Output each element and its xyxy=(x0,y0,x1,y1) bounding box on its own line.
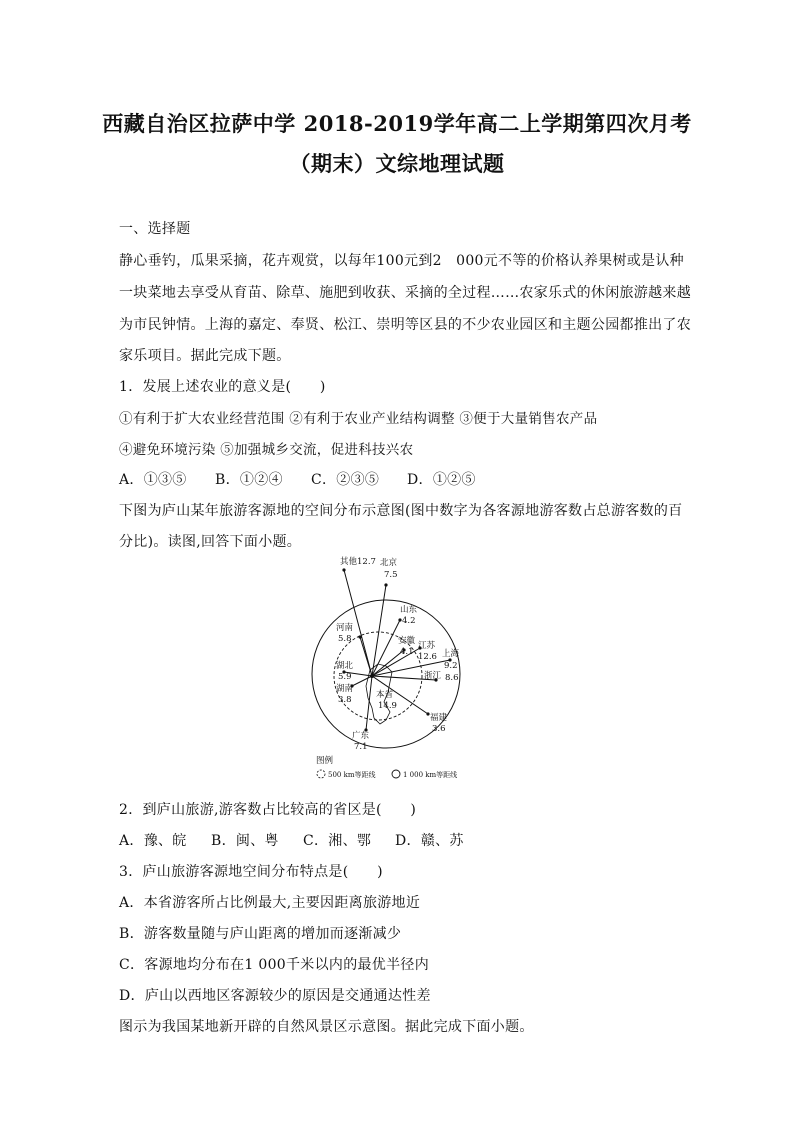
passage-1-line-3: 为市民钟情。上海的嘉定、奉贤、松江、崇明等区县的不少农业园区和主题公园都推出了农 xyxy=(119,317,691,333)
passage-2-line-1: 下图为庐山某年旅游客源地的空间分布示意图(图中数字为各客源地游客数占总游客数的百 xyxy=(119,503,683,519)
label-shandong-value: 4.2 xyxy=(402,616,416,626)
tourist-source-map-svg xyxy=(300,552,470,784)
label-shanghai-value: 9.2 xyxy=(444,661,458,671)
label-beijing-name: 北京 xyxy=(380,558,398,568)
passage-1-line-1: 静心垂钓，瓜果采摘，花卉观赏，以每年100元到2 000元不等的价格认养果树或是认种 xyxy=(119,253,684,269)
arrow-hunan xyxy=(352,676,372,686)
label-beijing-value: 7.5 xyxy=(384,570,398,580)
label-home-name: 本省 xyxy=(376,690,394,700)
label-hubei-value: 5.9 xyxy=(338,672,352,682)
question-2-option-a[interactable]: A．豫、皖 xyxy=(119,833,187,849)
label-hunan-name: 湖南 xyxy=(336,684,354,694)
passage-1-line-4: 家乐项目。据此完成下题。 xyxy=(119,348,291,364)
label-henan-name: 河南 xyxy=(336,623,354,633)
question-3-option-a[interactable]: A．本省游客所占比例最大,主要因距离旅游地近 xyxy=(119,895,421,911)
question-1-items-line-1: ①有利于扩大农业经营范围 ②有利于农业产业结构调整 ③便于大量销售农产品 xyxy=(119,411,598,427)
exam-title-line-2: （期末）文综地理试题 xyxy=(289,151,505,176)
question-3-option-c[interactable]: C．客源地均分布在1 000千米以内的最优半径内 xyxy=(119,957,429,973)
arrow-henan xyxy=(360,637,372,676)
passage-1-line-2: 一块菜地去享受从育苗、除草、施肥到收获、采摘的全过程……农家乐式的休闲旅游越来越 xyxy=(119,285,691,301)
arrow-heads xyxy=(342,568,451,731)
label-anhui-name: 安徽 xyxy=(398,636,416,646)
label-jiangsu-value: 12.6 xyxy=(418,652,437,662)
question-2-stem: 2．到庐山旅游,游客数占比较高的省区是( ) xyxy=(119,802,417,818)
question-2-option-c[interactable]: C．湘、鄂 xyxy=(303,833,372,849)
label-fujian-value: 3.6 xyxy=(432,724,446,734)
question-1-option-a[interactable]: A．①③⑤ xyxy=(119,472,187,488)
arrow-guangdong xyxy=(366,676,372,730)
label-jiangsu-name: 江苏 xyxy=(418,641,436,651)
label-guangdong-name: 广东 xyxy=(352,731,370,741)
label-zhejiang-value: 8.6 xyxy=(445,673,459,683)
passage-2-line-2: 分比)。读图,回答下面小题。 xyxy=(119,534,302,550)
label-anhui-value: 4.1 xyxy=(400,647,414,657)
question-1-option-c[interactable]: C．②③⑤ xyxy=(311,472,380,488)
question-3-option-b[interactable]: B．游客数量随与庐山距离的增加而逐渐减少 xyxy=(119,926,402,942)
question-1-options xyxy=(119,469,476,489)
legend-500-label: 500 km等距线 xyxy=(328,771,376,779)
legend-title: 图例 xyxy=(316,756,334,766)
passage-3: 图示为我国某地新开辟的自然风景区示意图。据此完成下面小题。 xyxy=(119,1019,534,1035)
question-1-option-d[interactable]: D．①②⑤ xyxy=(407,472,476,488)
label-home-value: 14.9 xyxy=(378,701,397,711)
label-guangdong-value: 7.1 xyxy=(354,742,368,752)
question-1-stem: 1．发展上述农业的意义是( ) xyxy=(119,379,326,395)
exam-title-line-1: 西藏自治区拉萨中学 2018-2019学年高二上学期第四次月考 xyxy=(102,111,692,136)
question-2-option-b[interactable]: B．闽、粤 xyxy=(211,833,279,849)
label-shandong-name: 山东 xyxy=(400,605,418,615)
legend-1000-label: 1 000 km等距线 xyxy=(403,771,458,779)
question-3-option-d[interactable]: D．庐山以西地区客源较少的原因是交通通达性差 xyxy=(119,988,431,1004)
tourist-source-map xyxy=(300,552,470,784)
question-3-stem: 3．庐山旅游客源地空间分布特点是( ) xyxy=(119,864,383,880)
label-zhejiang-name: 浙江 xyxy=(424,671,442,681)
label-shanghai-name: 上海 xyxy=(442,649,460,659)
question-1-option-b[interactable]: B．①②④ xyxy=(215,472,283,488)
question-2-options xyxy=(119,830,464,850)
label-henan-value: 5.8 xyxy=(338,634,352,644)
label-hubei-name: 湖北 xyxy=(336,661,354,671)
question-1-items-line-2: ④避免环境污染 ⑤加强城乡交流，促进科技兴农 xyxy=(119,442,414,458)
label-hunan-value: 3.8 xyxy=(338,695,352,705)
section-heading: 一、选择题 xyxy=(119,221,191,237)
question-2-option-d[interactable]: D．赣、苏 xyxy=(395,833,464,849)
label-fujian-name: 福建 xyxy=(430,713,448,723)
legend-1000-icon xyxy=(392,770,400,778)
legend-500-icon xyxy=(317,770,325,778)
label-other: 其他12.7 xyxy=(340,557,376,567)
